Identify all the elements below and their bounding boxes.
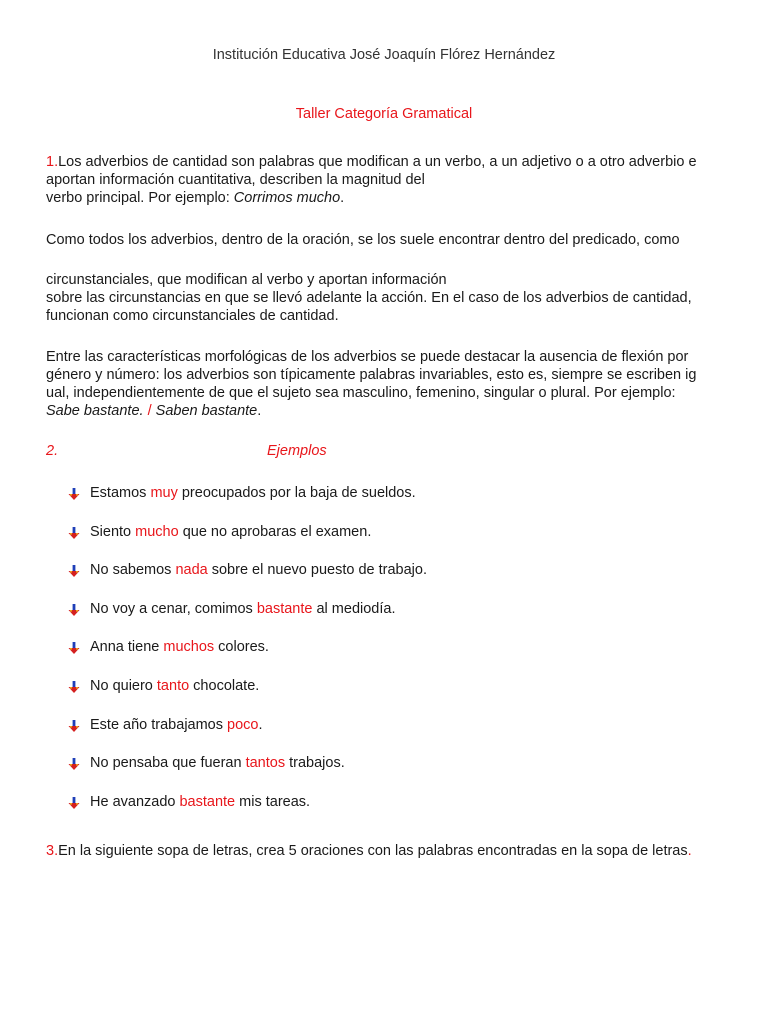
section-1-line-3-suffix: . <box>340 190 345 206</box>
example-after: colores. <box>214 639 269 656</box>
example-before: Estamos <box>90 485 151 501</box>
example-sentence <box>90 601 396 617</box>
example-after: chocolate. <box>189 677 260 694</box>
paragraph-4 <box>46 348 726 420</box>
arrow-down-bullet-icon <box>68 758 80 770</box>
section-3-text: En la siguiente sopa de letras, crea 5 oraciones con las palabras encontradas en la sopa de letras <box>58 843 688 859</box>
arrow-down-bullet-icon <box>68 642 80 654</box>
example-sentence <box>90 485 416 501</box>
example-sentence <box>90 794 310 810</box>
section-1-line-3-prefix: verbo principal. Por ejemplo: <box>46 190 234 206</box>
example-before: Siento <box>90 523 136 540</box>
example-adverb: bastante <box>179 793 236 810</box>
example-after: sobre el nuevo puesto de trabajo. <box>207 562 427 579</box>
example-before: No pensaba que fueran <box>90 755 246 772</box>
institution-header: Institución Educativa José Joaquín Flórez Hernández <box>212 47 556 63</box>
example-before: No voy a cenar, comimos <box>90 600 257 617</box>
example-before: Anna tiene <box>90 639 164 656</box>
example-before: No quiero <box>90 677 157 694</box>
paragraph-4-example-a: Sabe bastante. <box>46 403 144 419</box>
example-adverb: poco <box>227 716 259 733</box>
section-1-paragraph <box>46 153 726 207</box>
arrow-down-bullet-icon <box>68 604 80 616</box>
example-after: . <box>258 716 263 733</box>
example-adverb: tantos <box>245 755 286 772</box>
paragraph-3-line-1: circunstanciales, que modifican al verbo y aportan información <box>46 272 447 288</box>
paragraph-2-text: Como todos los adverbios, dentro de la oración, se los suele encontrar dentro del predicado, como <box>46 232 680 248</box>
example-adverb: mucho <box>135 523 179 540</box>
example-sentence <box>90 524 371 540</box>
section-2-label: Ejemplos <box>267 443 327 459</box>
section-1-example: Corrimos mucho <box>233 190 341 206</box>
example-adverb: muchos <box>163 639 215 656</box>
arrow-down-bullet-icon <box>68 797 80 809</box>
paragraph-2 <box>46 231 726 249</box>
paragraph-3 <box>46 271 726 325</box>
example-after: mis tareas. <box>235 793 311 810</box>
section-3-end: . <box>687 843 692 859</box>
section-3-number: 3. <box>46 843 59 859</box>
section-1-number: 1. <box>46 154 59 170</box>
example-adverb: nada <box>175 562 208 579</box>
arrow-down-bullet-icon <box>68 527 80 539</box>
arrow-down-bullet-icon <box>68 565 80 577</box>
section-2-heading <box>46 443 726 461</box>
section-2-number: 2. <box>46 443 59 459</box>
arrow-down-bullet-icon <box>68 488 80 500</box>
section-1-line-2: aportan información cuantitativa, describen la magnitud del <box>46 172 425 188</box>
example-adverb: muy <box>150 485 178 501</box>
paragraph-4-line-3: ual, independientemente de que el sujeto sea masculino, femenino, singular o plural. Por ejemplo: <box>46 385 676 401</box>
example-after: al mediodía. <box>312 600 396 617</box>
section-3-paragraph <box>46 843 756 859</box>
example-adverb: tanto <box>156 677 190 694</box>
paragraph-3-line-2: sobre las circunstancias en que se llevó adelante la acción. En el caso de los adverbios de cantidad, <box>46 290 692 306</box>
document-title: Taller Categoría Gramatical <box>295 106 473 122</box>
paragraph-4-example-b: Saben bastante <box>155 403 258 419</box>
example-sentence <box>90 717 263 733</box>
example-before: He avanzado <box>90 793 180 810</box>
example-sentence <box>90 639 269 655</box>
paragraph-4-separator: / <box>143 403 156 419</box>
example-before: No sabemos <box>90 562 176 579</box>
example-before: Este año trabajamos <box>90 716 228 733</box>
example-adverb: bastante <box>256 600 313 617</box>
example-sentence <box>90 755 345 771</box>
example-after: preocupados por la baja de sueldos. <box>177 485 416 501</box>
paragraph-3-line-3: funcionan como circunstanciales de cantidad. <box>46 308 339 324</box>
example-after: que no aprobaras el examen. <box>178 523 372 540</box>
arrow-down-bullet-icon <box>68 720 80 732</box>
paragraph-4-line-2: género y número: los adverbios son típicamente palabras invariables, esto es, siempre se escriben ig <box>46 367 697 383</box>
example-sentence <box>90 562 427 578</box>
section-1-line-1: Los adverbios de cantidad son palabras que modifican a un verbo, a un adjetivo o a otro adverbio e <box>58 154 697 170</box>
example-sentence <box>90 678 259 694</box>
paragraph-4-end: . <box>257 403 262 419</box>
example-after: trabajos. <box>285 755 345 772</box>
paragraph-4-line-1: Entre las características morfológicas de los adverbios se puede destacar la ausencia de flexión por <box>46 349 689 365</box>
arrow-down-bullet-icon <box>68 681 80 693</box>
